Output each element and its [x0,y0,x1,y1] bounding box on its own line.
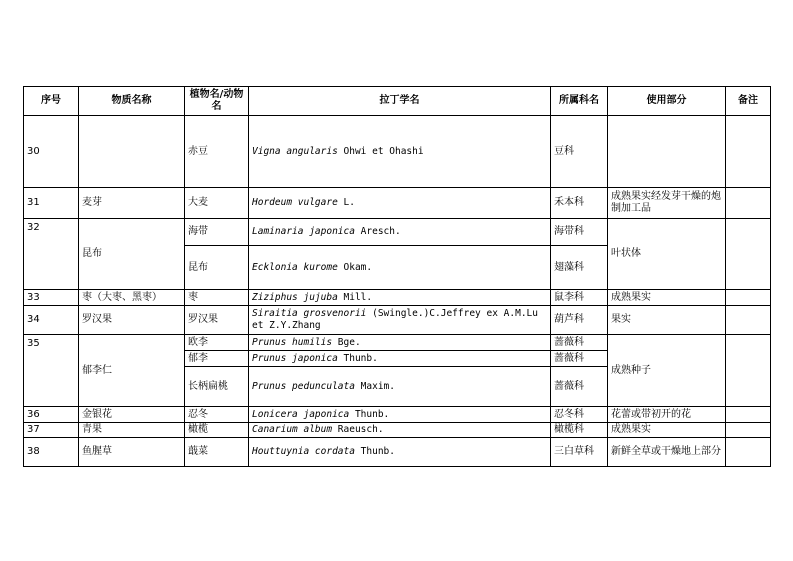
latin-genus-species: Siraitia grosvenorii [252,308,367,319]
latin-author: Aresch. [354,226,401,237]
cell-family: 蔷薇科 [551,335,608,351]
cell-seq: 30 [24,116,79,188]
cell-latin [249,407,551,423]
table-row [24,335,771,351]
cell-part: 成熟果实 [608,290,726,306]
header-latin: 拉丁学名 [249,87,551,116]
cell-substance [79,116,185,188]
cell-seq: 33 [24,290,79,306]
table-row [24,290,771,306]
cell-substance: 枣（大枣、黑枣） [79,290,185,306]
header-remark: 备注 [726,87,771,116]
cell-latin [249,367,551,407]
cell-plant: 长柄扁桃 [185,367,249,407]
cell-family: 海带科 [551,219,608,246]
cell-latin [249,188,551,219]
cell-substance: 鱼腥草 [79,438,185,467]
cell-latin [249,290,551,306]
cell-part [608,116,726,188]
cell-family: 禾本科 [551,188,608,219]
cell-remark [726,290,771,306]
latin-author: Mill. [337,291,373,303]
cell-remark [726,188,771,219]
cell-part: 新鲜全草或干燥地上部分 [608,438,726,467]
cell-seq: 32 [24,219,79,290]
table-row [24,438,771,467]
cell-part: 果实 [608,306,726,335]
cell-remark [726,219,771,290]
latin-genus-species: Lonicera japonica [252,408,350,420]
cell-latin [249,306,551,335]
cell-substance: 昆布 [79,219,185,290]
cell-remark [726,438,771,467]
header-family: 所属科名 [551,87,608,116]
cell-latin [249,351,551,367]
cell-latin [249,423,551,438]
cell-seq: 38 [24,438,79,467]
cell-plant: 忍冬 [185,407,249,423]
cell-latin [249,438,551,467]
latin-author: L. [337,197,355,208]
header-part: 使用部分 [608,87,726,116]
cell-plant: 赤豆 [185,116,249,188]
table-row [24,116,771,188]
cell-seq: 35 [24,335,79,407]
table-row [24,306,771,335]
cell-family: 蔷薇科 [551,351,608,367]
cell-family: 橄榄科 [551,423,608,438]
latin-genus-species: Vigna angularis [252,145,338,157]
table-row [24,188,771,219]
cell-plant: 昆布 [185,246,249,290]
latin-genus-species: Prunus japonica [252,352,338,364]
cell-remark [726,423,771,438]
latin-genus-species: Ecklonia kurome [252,261,338,273]
cell-family: 翅藻科 [551,246,608,290]
latin-genus-species: Laminaria japonica [252,226,355,237]
latin-author: Bge. [332,336,361,348]
cell-seq: 31 [24,188,79,219]
latin-author: Thunb. [337,352,378,364]
cell-family: 蔷薇科 [551,367,608,407]
cell-remark [726,306,771,335]
header-plant: 植物名/动物名 [185,87,249,116]
cell-remark [726,116,771,188]
cell-seq: 34 [24,306,79,335]
cell-seq: 37 [24,423,79,438]
cell-family: 鼠李科 [551,290,608,306]
cell-plant: 郁李 [185,351,249,367]
latin-author: Thunb. [354,446,395,457]
cell-substance: 金银花 [79,407,185,423]
cell-plant: 大麦 [185,188,249,219]
cell-part: 花蕾或带初开的花 [608,407,726,423]
cell-substance: 麦芽 [79,188,185,219]
cell-part: 成熟种子 [608,335,726,407]
cell-substance: 郁李仁 [79,335,185,407]
latin-author: Raeusch. [332,424,384,435]
cell-plant: 罗汉果 [185,306,249,335]
cell-substance: 青果 [79,423,185,438]
latin-author: (Swingle.)C.Jeffrey ex A.M.Lu et Z.Y.Zhang [252,308,538,331]
cell-latin [249,116,551,188]
cell-part: 成熟果实经发芽干燥的炮制加工品 [608,188,726,219]
header-substance: 物质名称 [79,87,185,116]
cell-substance: 罗汉果 [79,306,185,335]
cell-plant: 海带 [185,219,249,246]
header-seq: 序号 [24,87,79,116]
cell-part: 成熟果实 [608,423,726,438]
latin-author: Maxim. [354,380,395,392]
table-row [24,423,771,438]
cell-plant: 枣 [185,290,249,306]
cell-plant: 橄榄 [185,423,249,438]
latin-genus-species: Houttuynia cordata [252,446,355,457]
table-row [24,407,771,423]
latin-genus-species: Ziziphus jujuba [252,291,338,303]
substance-table [23,86,771,467]
table-row [24,219,771,246]
cell-remark [726,335,771,407]
latin-genus-species: Prunus humilis [252,336,333,348]
cell-family: 葫芦科 [551,306,608,335]
latin-author: Okam. [337,261,373,273]
cell-latin [249,246,551,290]
cell-plant: 蕺菜 [185,438,249,467]
cell-family: 忍冬科 [551,407,608,423]
latin-author: Ohwi et Ohashi [337,145,424,157]
cell-remark [726,407,771,423]
cell-part: 叶状体 [608,219,726,290]
cell-plant: 欧李 [185,335,249,351]
header-row [24,87,771,116]
latin-author: Thunb. [349,408,390,420]
latin-genus-species: Prunus pedunculata [252,380,355,392]
cell-family: 豆科 [551,116,608,188]
cell-seq: 36 [24,407,79,423]
latin-genus-species: Canarium album [252,424,333,435]
cell-latin [249,335,551,351]
latin-genus-species: Hordeum vulgare [252,197,338,208]
cell-family: 三白草科 [551,438,608,467]
cell-latin [249,219,551,246]
